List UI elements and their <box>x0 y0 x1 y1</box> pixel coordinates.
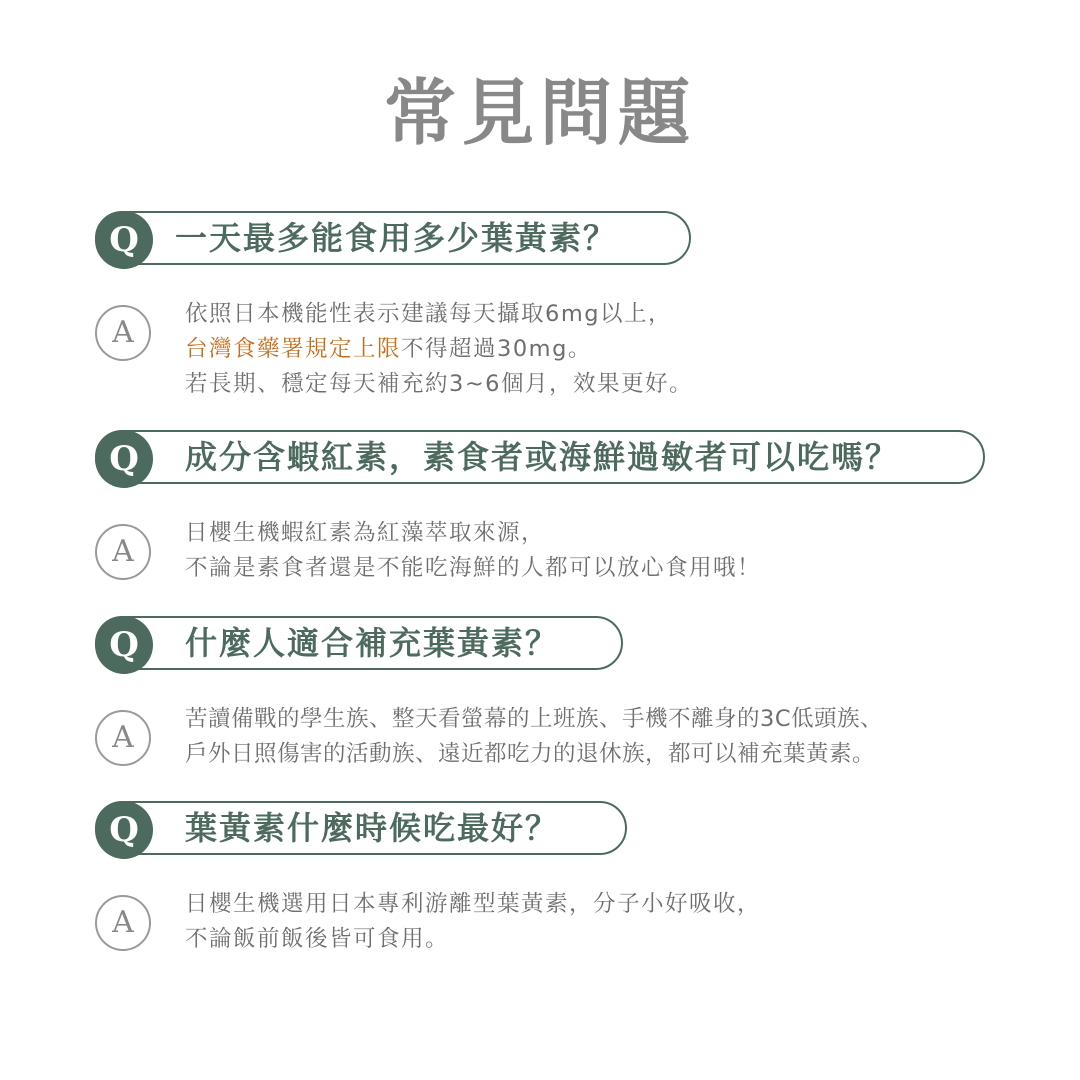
question-row <box>95 616 995 674</box>
answer-text <box>185 297 693 402</box>
faq-item <box>95 211 995 397</box>
question-text: 成分含蝦紅素，素食者或海鮮過敏者可以吃嗎？ <box>185 438 900 476</box>
question-text: 什麼人適合補充葉黃素？ <box>185 624 560 662</box>
q-badge-icon: Q <box>95 801 153 859</box>
question-text: 葉黃素什麼時候吃最好？ <box>185 809 560 847</box>
question-row <box>95 211 995 269</box>
question-text: 一天最多能食用多少葉黃素？ <box>175 219 618 257</box>
answer-line: 日櫻生機選用日本專利游離型葉黃素，分子小好吸收， <box>185 891 762 917</box>
answer-line: 日櫻生機蝦紅素為紅藻萃取來源， <box>185 520 546 546</box>
answer-line: 苦讀備戰的學生族、整天看螢幕的上班族、手機不離身的3C低頭族、 <box>185 706 884 732</box>
q-badge-icon: Q <box>95 430 153 488</box>
a-badge-icon: A <box>95 524 151 580</box>
answer-text <box>185 887 761 957</box>
answer-line: 不論是素食者還是不能吃海鮮的人都可以放心食用哦！ <box>185 555 762 581</box>
answer-line: 若長期、穩定每天補充約3~6個月，效果更好。 <box>185 371 693 397</box>
answer-line-rest: 不得超過30mg。 <box>401 336 592 362</box>
q-badge-icon: Q <box>95 616 153 674</box>
page-title: 常見問題 <box>383 70 696 155</box>
faq-item <box>95 616 995 767</box>
question-row <box>95 801 995 859</box>
answer-highlight: 台灣食藥署規定上限 <box>185 336 402 362</box>
faq-item <box>95 430 995 581</box>
a-badge-icon: A <box>95 710 151 766</box>
answer-line: 戶外日照傷害的活動族、遠近都吃力的退休族，都可以補充葉黃素。 <box>185 741 876 767</box>
a-badge-icon: A <box>95 305 151 361</box>
answer-text <box>185 702 883 772</box>
answer-line: 不論飯前飯後皆可食用。 <box>185 926 450 952</box>
answer-line <box>185 332 693 367</box>
question-row <box>95 430 995 488</box>
answer-text <box>185 516 761 586</box>
a-badge-icon: A <box>95 895 151 951</box>
faq-item <box>95 801 995 952</box>
answer-line: 依照日本機能性表示建議每天攝取6mg以上， <box>185 301 673 327</box>
q-badge-icon: Q <box>95 211 153 269</box>
